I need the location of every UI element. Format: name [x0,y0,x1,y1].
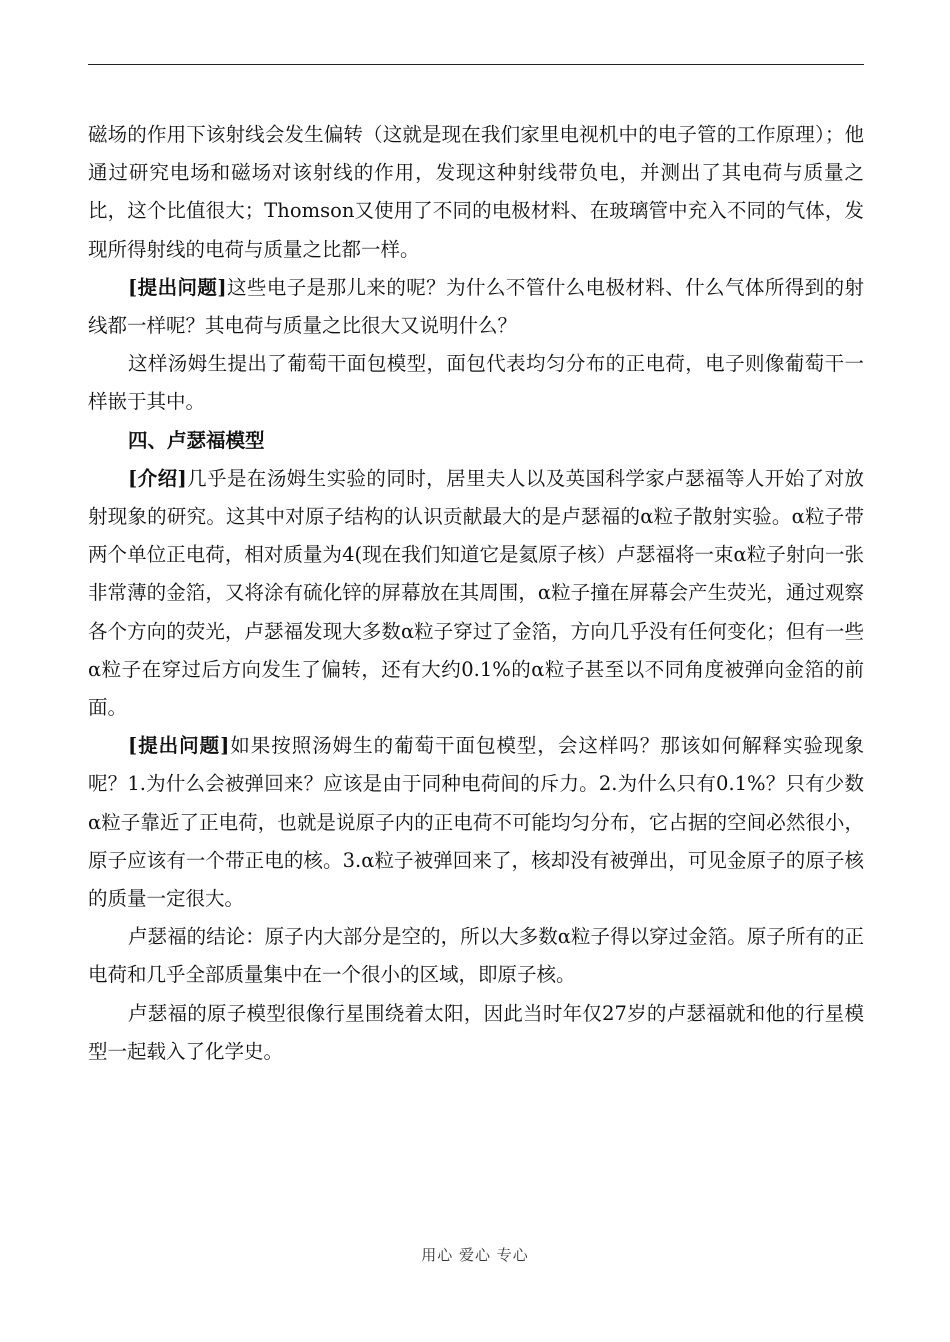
question-text: 如果按照汤姆生的葡萄干面包模型，会这样吗？那该如何解释实验现象呢？1.为什么会被弹回来？应该是由于同种电荷间的斥力。2.为什么只有0.1%？只有少数α粒子靠近了正电荷，也就是说原子内的正电荷不可能均匀分布，它占据的空间必然很小，原子应该有一个带正电的核。3.α粒子被弹回来了，核却没有被弹出，可见金原子的原子核的质量一定很大。 [88,734,864,911]
paragraph-planetary-model: 卢瑟福的原子模型很像行星围绕着太阳，因此当时年仅27岁的卢瑟福就和他的行星模型一起载入了化学史。 [88,1001,864,1063]
question-tag: [提出问题] [128,734,230,758]
introduction-tag: [介绍] [128,466,187,490]
header-rule [88,64,864,65]
question-text: 这些电子是那儿来的呢？为什么不管什么电极材料、什么气体所得到的射线都一样呢？其电荷与质量之比很大又说明什么？ [88,275,864,338]
paragraph-plum-pudding-model: 这样汤姆生提出了葡萄干面包模型，面包代表均匀分布的正电荷，电子则像葡萄干一样嵌于其中。 [88,352,864,414]
paragraph-thomson-experiment: 磁场的作用下该射线会发生偏转（这就是现在我们家里电视机中的电子管的工作原理）；他通过研究电场和磁场对该射线的作用，发现这种射线带负电，并测出了其电荷与质量之比，这个比值很大；Thomson又使用了不同的电极材料、在玻璃管中充入不同的气体，发现所得射线的电荷与质量之比都一样。 [88,123,864,261]
section-heading-rutherford: 四、卢瑟福模型 [128,428,265,452]
paragraph-question-explanation [88,727,864,918]
introduction-text: 几乎是在汤姆生实验的同时，居里夫人以及英国科学家卢瑟福等人开始了对放射现象的研究。这其中对原子结构的认识贡献最大的是卢瑟福的α粒子散射实验。α粒子带两个单位正电荷，相对质量为4(现在我们知道它是氦原子核）卢瑟福将一束α粒子射向一张非常薄的金箔，又将涂有硫化锌的屏幕放在其周围，α粒子撞在屏幕会产生荧光，通过观察各个方向的荧光，卢瑟福发现大多数α粒子穿过了金箔，方向几乎没有任何变化；但有一些α粒子在穿过后方向发生了偏转，还有大约0.1%的α粒子甚至以不同角度被弹向金箔的前面。 [88,466,864,720]
question-tag: [提出问题] [128,275,227,299]
paragraph-question-electrons [88,269,864,345]
paragraph-introduction [88,460,864,727]
paragraph-rutherford-conclusion: 卢瑟福的结论：原子内大部分是空的，所以大多数α粒子得以穿过金箔。原子所有的正电荷和几乎全部质量集中在一个很小的区域，即原子核。 [88,925,864,987]
document-body [88,116,864,1071]
page-footer: 用心 爱心 专心 [421,1246,529,1264]
